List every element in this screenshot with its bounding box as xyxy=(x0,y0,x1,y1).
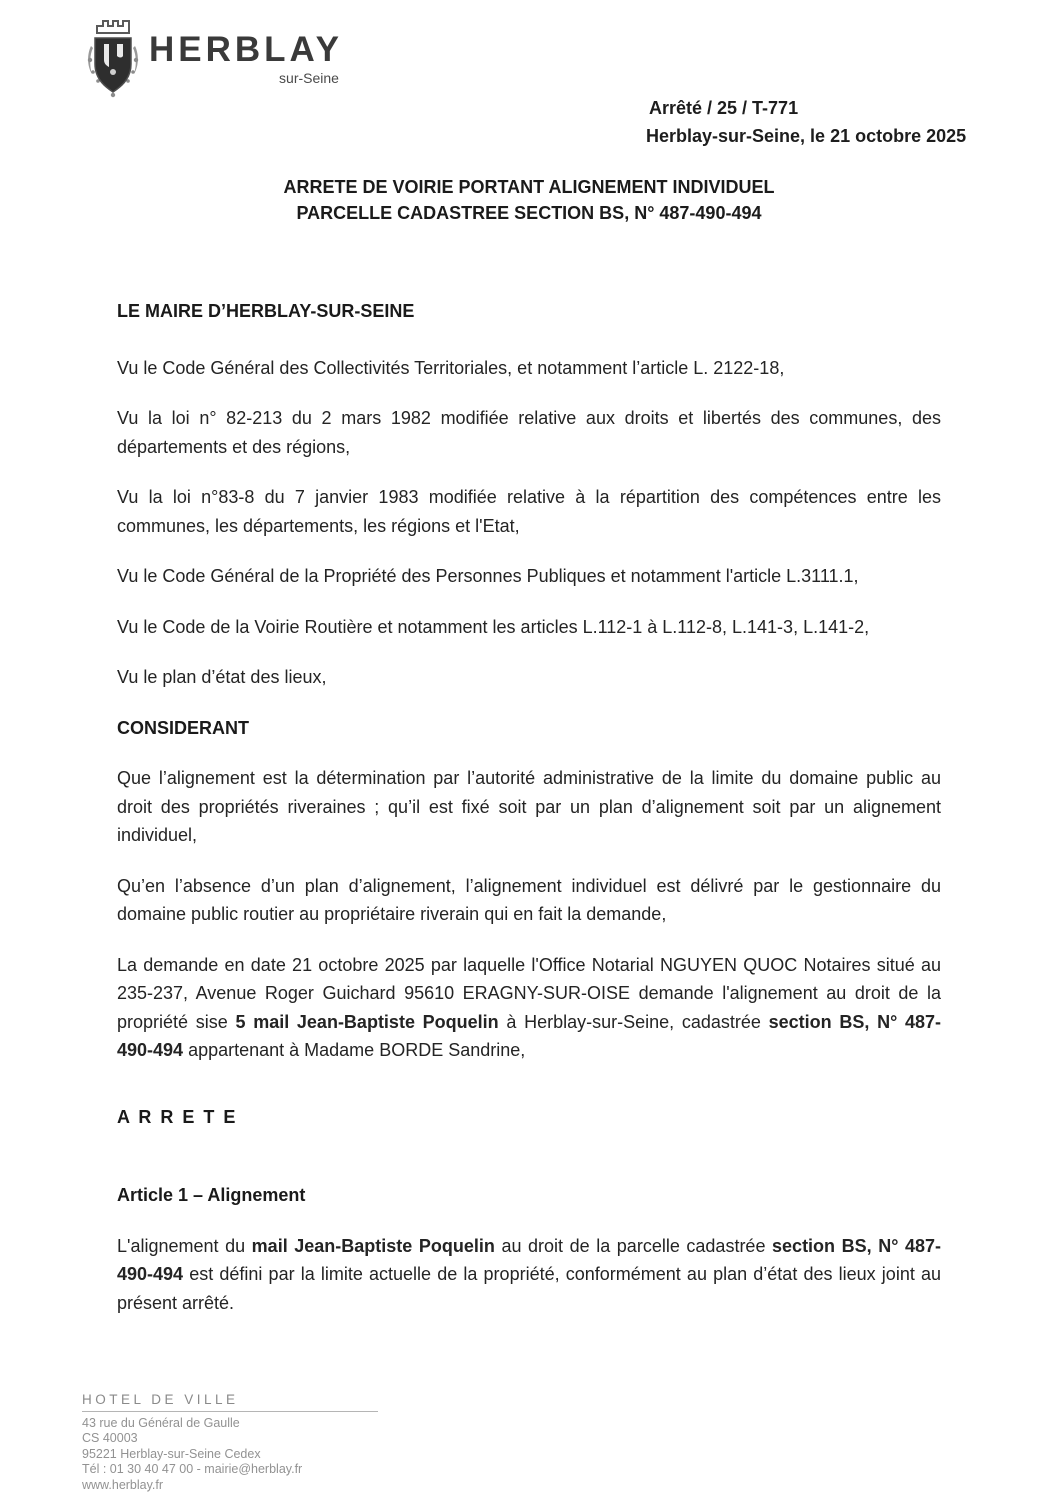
logo-city-suffix: sur-Seine xyxy=(279,70,339,86)
article1-text: au droit de la parcelle cadastrée xyxy=(494,1235,773,1256)
article1-paragraph xyxy=(117,1232,941,1318)
logo-city-name: HERBLAY xyxy=(149,30,343,69)
cadastral-section: section BS, N° 487-490-494 xyxy=(117,1011,941,1060)
demande-paragraph xyxy=(117,951,941,1065)
article1-text: est défini par la limite actuelle de la propriété, conformément au plan d’état des lieux joint au présent arrêté. xyxy=(117,1264,941,1313)
footer-address-line: 95221 Herblay-sur-Seine Cedex xyxy=(82,1446,261,1461)
street-name: mail Jean-Baptiste Poquelin xyxy=(251,1235,495,1256)
footer-address-line: CS 40003 xyxy=(82,1431,138,1445)
vu-clause: Vu la loi n° 82-213 du 2 mars 1982 modifiée relative aux droits et libertés des communes, des départements et des régions, xyxy=(117,408,941,457)
considerant-clause: Qu’en l’absence d’un plan d’alignement, l’alignement individuel est délivré par le gestionnaire du domaine public routier au propriétaire riverain qui en fait la demande, xyxy=(117,875,941,924)
footer-address-line: 43 rue du Général de Gaulle xyxy=(82,1415,240,1430)
mayor-heading: LE MAIRE D’HERBLAY-SUR-SEINE xyxy=(117,301,415,321)
footer-title: HOTEL DE VILLE xyxy=(82,1392,378,1412)
document-title-line2: PARCELLE CADASTREE SECTION BS, N° 487-490-494 xyxy=(296,203,762,223)
property-address: 5 mail Jean-Baptiste Poquelin xyxy=(235,1011,499,1032)
vu-clause: Vu le Code Général de la Propriété des Personnes Publiques et notamment l'article L.3111.1, xyxy=(117,566,859,586)
considerant-clause: Que l’alignement est la détermination par l’autorité administrative de la limite du domaine public au droit des propriétés riveraines ; qu’il est fixé soit par un plan d’alignement soit par un alignement individuel, xyxy=(117,768,941,845)
demande-text: à Herblay-sur-Seine, cadastrée xyxy=(498,1011,769,1032)
arrete-heading: A R R E T E xyxy=(117,1106,238,1127)
document-title xyxy=(0,174,1058,226)
header-reference-block xyxy=(646,94,966,150)
footer-website: www.herblay.fr xyxy=(82,1477,164,1492)
document-body xyxy=(117,297,941,1339)
considerant-heading: CONSIDERANT xyxy=(117,717,250,738)
demande-text: La demande en date 21 octobre 2025 par laquelle l'Office Notarial NGUYEN QUOC Notaires situé au 235-237, Avenue Roger Guichard 95610 ERAGNY-SUR-OISE demande l'alignement au droit de la propriété sise xyxy=(117,954,941,1032)
decree-reference: Arrêté / 25 / T-771 xyxy=(649,98,799,118)
vu-clause: Vu la loi n°83-8 du 7 janvier 1983 modifiée relative à la répartition des compétences entre les communes, les départements, les régions et l'Etat, xyxy=(117,487,941,536)
vu-clause: Vu le Code Général des Collectivités Territoriales, et notamment l’article L. 2122-18, xyxy=(117,357,785,378)
place-and-date: Herblay-sur-Seine, le 21 octobre 2025 xyxy=(646,126,967,146)
article1-heading: Article 1 – Alignement xyxy=(117,1185,306,1205)
cadastral-section: section BS, N° 487-490-494 xyxy=(117,1235,941,1284)
demande-text: appartenant à Madame BORDE Sandrine, xyxy=(183,1040,526,1060)
document-title-line1: ARRETE DE VOIRIE PORTANT ALIGNEMENT INDIVIDUEL xyxy=(283,177,775,197)
footer-contact-line: Tél : 01 30 40 47 00 - mairie@herblay.fr xyxy=(82,1462,303,1476)
city-logo xyxy=(85,16,343,100)
town-hall-footer xyxy=(82,1392,378,1493)
vu-clause: Vu le plan d’état des lieux, xyxy=(117,667,327,687)
herblay-coat-of-arms-icon xyxy=(85,16,141,100)
article1-text: L'alignement du xyxy=(117,1235,252,1256)
vu-clause: Vu le Code de la Voirie Routière et notamment les articles L.112-1 à L.112-8, L.141-3, L.141-2, xyxy=(117,616,870,637)
